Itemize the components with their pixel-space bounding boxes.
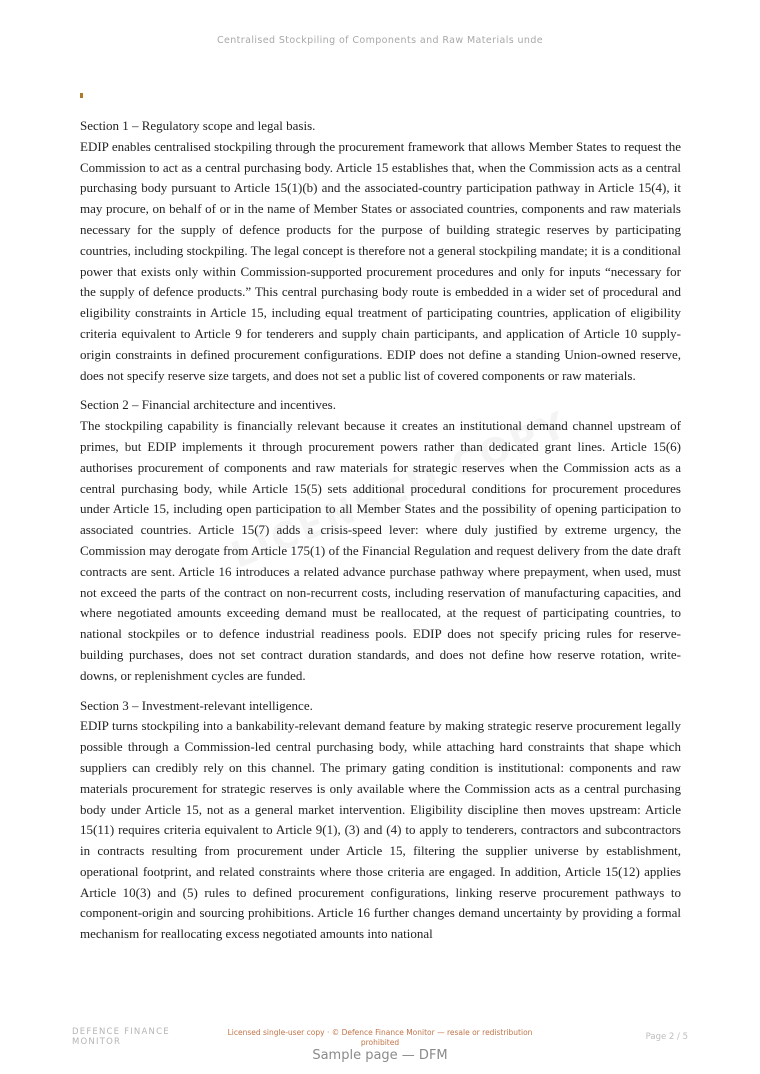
section-heading: Section 3 – Investment-relevant intelligence.: [80, 697, 313, 713]
accent-mark: [80, 93, 83, 98]
sample-label: Sample page — DFM: [312, 1048, 448, 1063]
section-heading: Section 2 – Financial architecture and incentives.: [80, 397, 336, 413]
section-paragraph: EDIP enables centralised stockpiling through the procurement framework that allows Member States to request the Commission to act as a central purchasing body. Article 15 establishes that, when the Commission acts as a central purchasing body pursuant to Article 15(1)(b) and the associated-country participation pathway in Article 15(4), it may procure, on behalf of or in the name of Member States or associated countries, components and raw materials necessary for the supply of defence products for the purpose of building strategic reserves by participating countries, including stockpiling. The legal concept is therefore not a general stockpiling mandate; it is a conditional power that exists only within Commission-supported procurement procedures and only for inputs “necessary for the supply of defence products.” This central purchasing body route is embedded in a wider set of procedural and eligibility constraints in Article 15, including equal treatment of participating countries, application of eligibility criteria equivalent to Article 9 for tenderers and supply chain participants, and application of Article 10 supply-origin constraints in defined procurement configurations. EDIP does not define a standing Union-owned reserve, does not specify reserve size targets, and does not set a public list of covered components or raw materials.: [80, 138, 681, 383]
license-notice: Licensed single-user copy · © Defence Finance Monitor — resale or redistribution prohibited: [227, 1028, 533, 1047]
section-3: [80, 696, 681, 946]
section-2: [80, 395, 681, 686]
section-paragraph: The stockpiling capability is financially relevant because it creates an institutional demand channel upstream of primes, but EDIP implements it through procurement powers rather than dedicated grant lines. Article 15(6) authorises procurement of components and raw materials for strategic reserves when the Commission acts as a central purchasing body, while Article 15(5) sets additional procedural conditions for procurement procedures under Article 15, including open participation to all Member States and the possibility of opening participation to associated countries. Article 15(7) adds a crisis-speed lever: where duly justified by extreme urgency, the Commission may derogate from Article 175(1) of the Financial Regulation and request delivery from the date draft contracts are sent. Article 16 introduces a related advance purchase pathway where prepayment, when used, must not exceed the parts of the contract on non-recurrent costs, including reservation of manufacturing capacities, and where negotiated amounts exceeding demand must be reallocated, at the request of participating countries, to national stockpiles or to defence industrial readiness pools. EDIP does not specify pricing rules for reserve-building purchases, does not set contract duration standards, and does not define how reserve rotation, write-downs, or replenishment cycles are funded.: [80, 418, 681, 683]
footer-brand: DEFENCE FINANCE MONITOR: [72, 1027, 170, 1047]
section-1: [80, 116, 681, 386]
page-number: Page 2 / 5: [645, 1032, 688, 1042]
section-paragraph: EDIP turns stockpiling into a bankability-relevant demand feature by making strategic reserve procurement legally possible through a Commission-led central purchasing body, while attaching hard constraints that shape which suppliers can credibly rely on this channel. The primary gating condition is institutional: components and raw materials procurement for strategic reserves is only available where the Commission acts as a central purchasing body under Article 15, not as a general market intervention. Eligibility discipline then moves upstream: Article 15(11) requires criteria equivalent to Article 9(1), (3) and (4) to apply to tenderers, contractors and subcontractors in contracts resulting from procurement under Article 15, filtering the supplier universe by establishment, operational footprint, and related constraints where those criteria are engaged. In addition, Article 15(12) applies Article 10(3) and (5) rules to defined procurement configurations, linking reserve procurement pathways to component-origin and sourcing prohibitions. Article 16 further changes demand uncertainty by providing a formal mechanism for reallocating excess negotiated amounts into national: [80, 718, 681, 942]
running-header: Centralised Stockpiling of Components and Raw Materials unde: [216, 35, 544, 46]
document-body: [80, 116, 681, 954]
section-heading: Section 1 – Regulatory scope and legal basis.: [80, 118, 316, 133]
